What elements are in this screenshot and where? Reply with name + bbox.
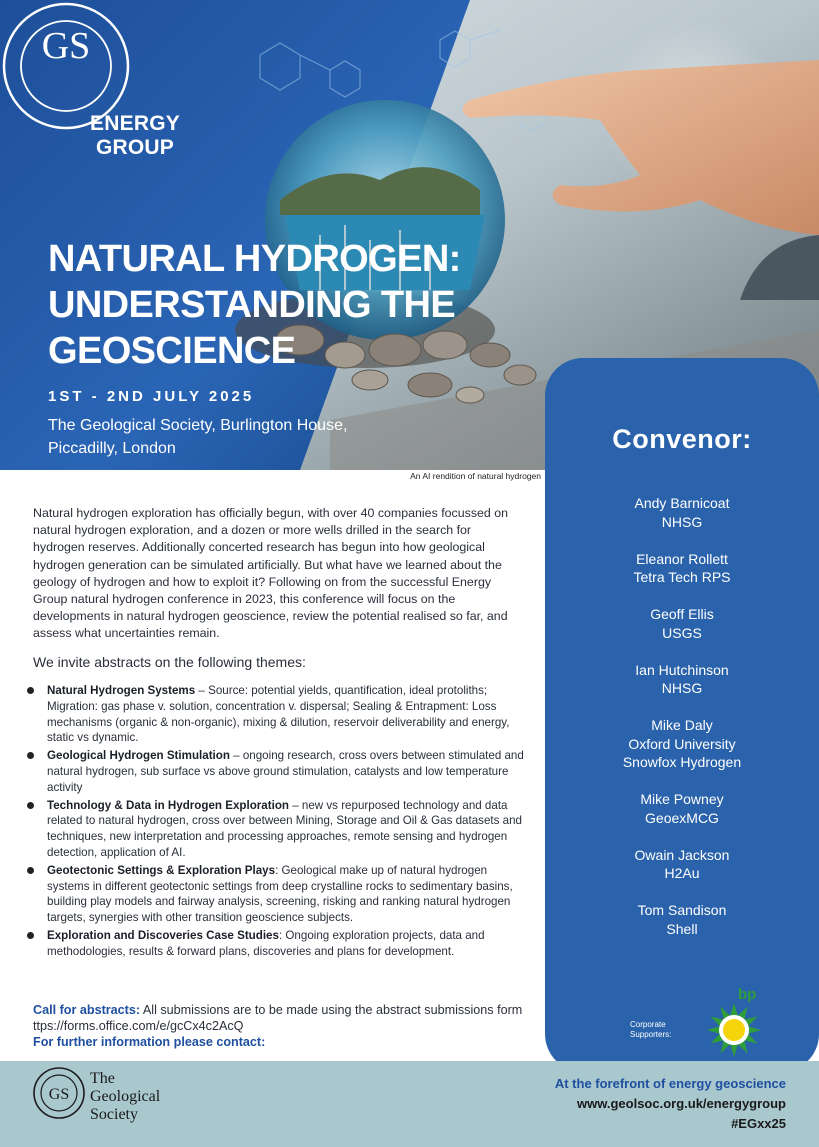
themes-list: [22, 683, 527, 962]
energy-group-label: ENERGY GROUP: [90, 112, 180, 159]
geological-society-seal-icon: [32, 1066, 86, 1120]
theme-title: Technology & Data in Hydrogen Exploration: [47, 798, 289, 812]
intro-paragraph: Natural hydrogen exploration has officially begun, with over 40 companies focussed on natural hydrogen exploration, and a dozen or more wells drilled in the search for hydrogen reserves. Additionally concerted research has begun into how geological hydrogen generation can be simulated artificially. But what have we learned about the geology of hydrogen and how to exploit it? Following on from the successful Energy Group natural hydrogen conference in 2023, this conference will focus on the developments in natural hydrogen geoscience, review the potential realised so far, and assess what uncertainties remain.: [33, 506, 509, 641]
theme-text: – ongoing research, cross overs between stimulated and natural hydrogen, sub surface vs above ground stimulation, catalysts and low temperature activity: [47, 749, 524, 794]
bullet-icon: [27, 802, 34, 809]
list-item: [22, 798, 527, 861]
cfa-label: Call for abstracts:: [33, 1003, 141, 1017]
bp-helios-logo-icon: [706, 1002, 762, 1058]
theme-title: Geological Hydrogen Stimulation: [47, 749, 230, 763]
list-item: [22, 928, 527, 960]
theme-text: : Ongoing exploration projects, data and methodologies, results & forward plans, discoveries and plans for development.: [47, 928, 485, 958]
list-item: Mike Daly Oxford University Snowfox Hydrogen: [622, 717, 742, 770]
list-item: Geoff Ellis USGS: [650, 606, 714, 641]
convenor-heading: Convenor:: [612, 424, 752, 454]
society-name: The Geological Society: [90, 1070, 161, 1123]
list-item: Eleanor Rollett Tetra Tech RPS: [633, 550, 731, 585]
theme-text: – new vs repurposed technology and data related to natural hydrogen, cross over between Mining, Storage and Oil & Gas datasets and techniques, new interpretation and processing approaches, remote sensing and hydrogen detection, application of AI.: [47, 798, 522, 859]
list-item: Mike Powney GeoexMCG: [640, 791, 724, 826]
list-item: Andy Barnicoat NHSG: [634, 495, 730, 530]
theme-title: Geotectonic Settings & Exploration Plays: [47, 863, 276, 877]
footer-tagline: At the forefront of energy geoscience: [554, 1076, 786, 1091]
call-for-abstracts: [33, 1002, 533, 1034]
theme-text: : Geological make up of natural hydrogen systems in different geotectonic settings from deep crystalline rocks to sedimentary basins, building play models and fairway analysis, screening, risking and ranking natural hydrogen targets, synergies with other transition geoscience subjects.: [47, 863, 513, 925]
corporate-supporters-label: Corporate Supporters:: [630, 1020, 672, 1039]
list-item: Owain Jackson H2Au: [634, 846, 730, 881]
bullet-icon: [27, 932, 34, 939]
bp-wordmark: bp: [738, 986, 757, 1003]
list-item: Ian Hutchinson NHSG: [635, 661, 729, 696]
list-item: [22, 863, 527, 926]
list-item: [22, 683, 527, 746]
event-venue: The Geological Society, Burlington House, Piccadilly, London: [48, 417, 348, 457]
event-date: 1ST - 2ND JULY 2025: [48, 388, 255, 405]
bullet-icon: [27, 687, 34, 694]
theme-title: Exploration and Discoveries Case Studies: [47, 928, 279, 942]
bullet-icon: [27, 752, 34, 759]
image-caption: An AI rendition of natural hydrogen: [410, 471, 541, 481]
page-title: NATURAL HYDROGEN: UNDERSTANDING THE GEOSCIENCE: [48, 238, 461, 372]
bullet-icon: [27, 867, 34, 874]
contact-label: For further information please contact:: [33, 1035, 266, 1049]
list-item: Tom Sandison Shell: [637, 902, 727, 937]
footer-hashtag: #EGxx25: [731, 1116, 786, 1131]
themes-heading: We invite abstracts on the following themes:: [33, 654, 306, 670]
list-item: [22, 748, 527, 795]
cfa-link-text[interactable]: All submissions are to be made using the abstract submissions form ttps://forms.office.com/e/gcCx4c2AcQ: [33, 1003, 523, 1033]
theme-title: Natural Hydrogen Systems: [47, 684, 196, 697]
theme-text: – Source: potential yields, quantification, ideal protoliths; Migration: gas phase v. solution, concentration v. dispersal; Sealing & Entrapment: Loss mechanisms (organic & non-organic), mixing & dilution, reservoir deliverability and energy, static vs dynamic.: [47, 684, 510, 745]
svg-text:GS: GS: [48, 1086, 70, 1103]
convenor-list: [545, 494, 819, 957]
footer-url[interactable]: www.geolsoc.org.uk/energygroup: [577, 1096, 786, 1111]
svg-text:GS: GS: [41, 25, 91, 67]
